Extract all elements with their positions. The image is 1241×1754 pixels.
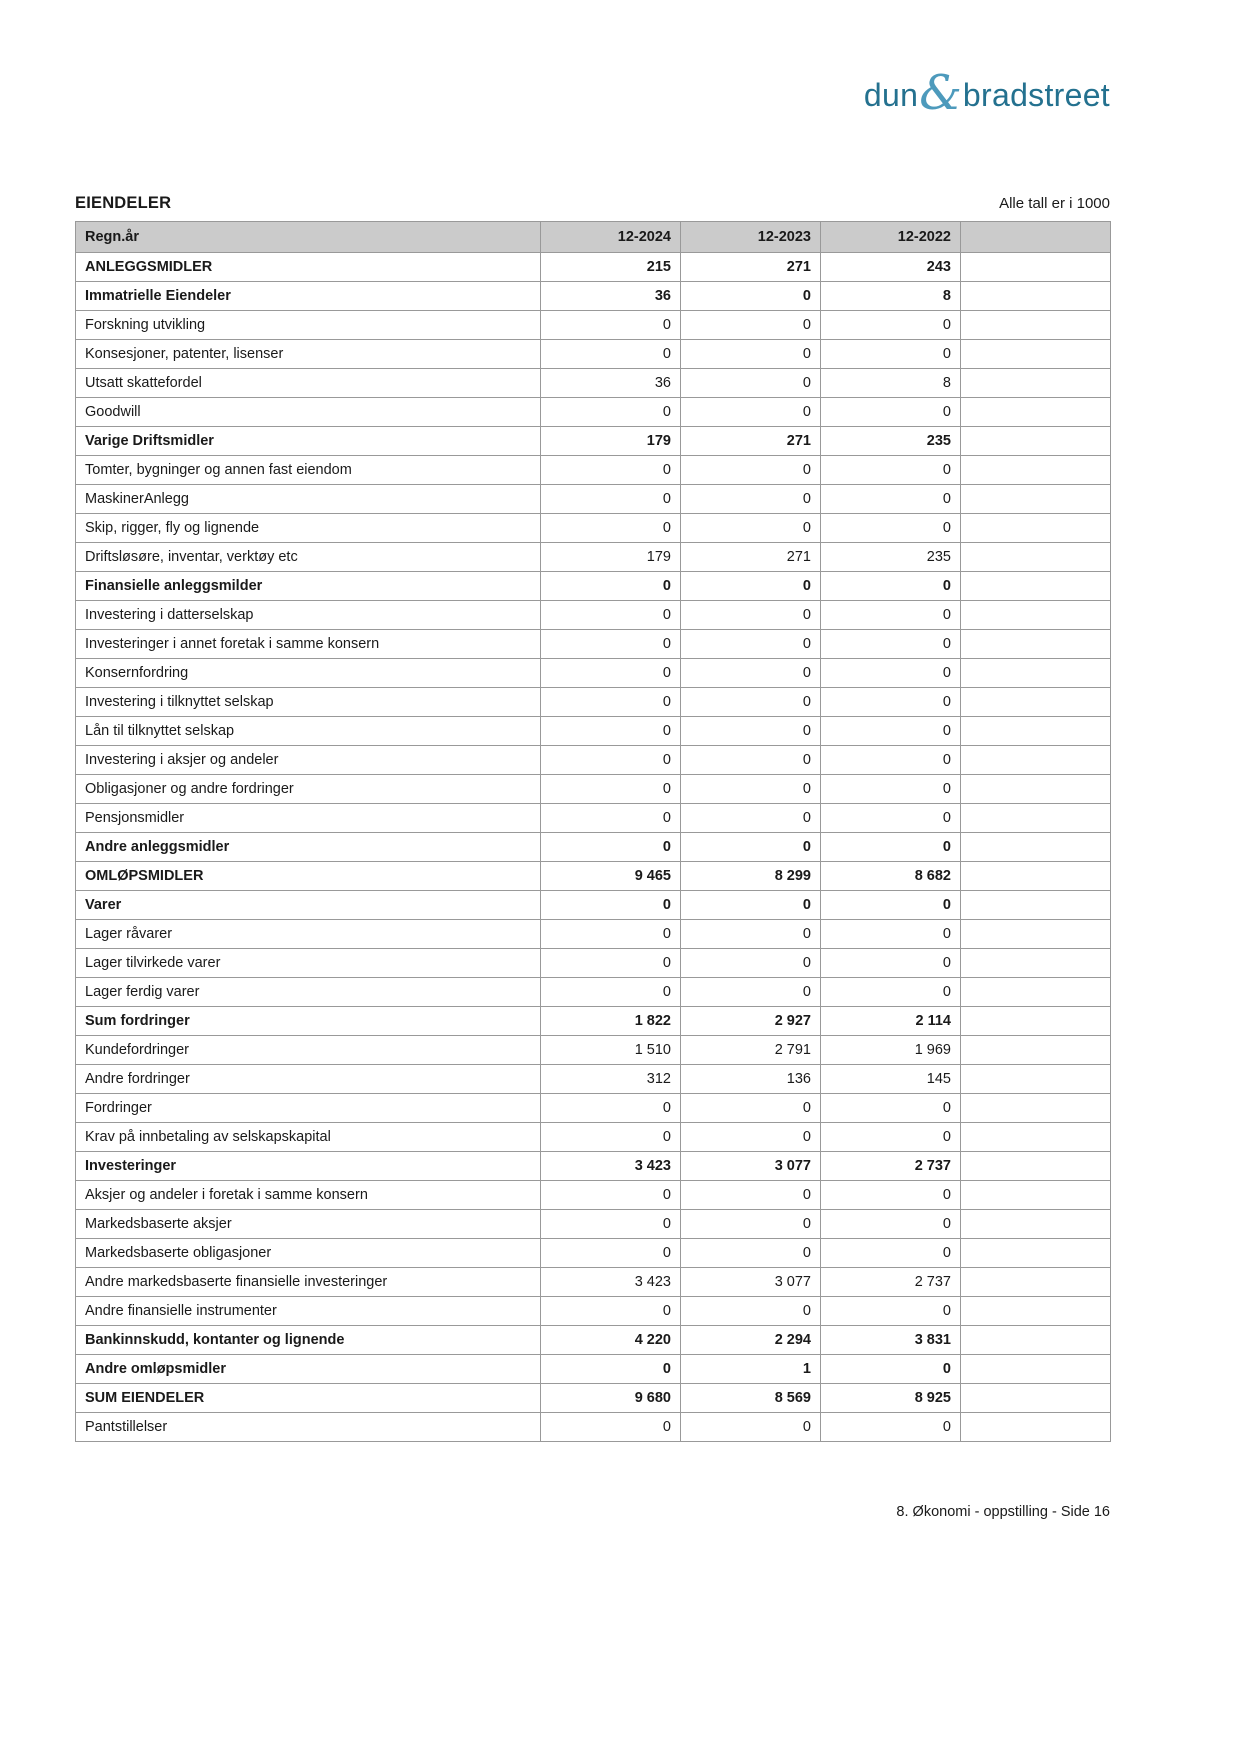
table-row <box>76 978 1111 1007</box>
row-spacer <box>961 1268 1111 1297</box>
row-value: 0 <box>681 456 821 485</box>
row-value: 179 <box>541 427 681 456</box>
row-value: 0 <box>541 1123 681 1152</box>
row-value: 136 <box>681 1065 821 1094</box>
row-label: Andre markedsbaserte finansielle investeringer <box>76 1268 541 1297</box>
row-spacer <box>961 1384 1111 1413</box>
section-title: EIENDELER <box>75 194 172 212</box>
table-row <box>76 1210 1111 1239</box>
row-label: Bankinnskudd, kontanter og lignende <box>76 1326 541 1355</box>
row-label: Lager råvarer <box>76 920 541 949</box>
row-value: 0 <box>681 398 821 427</box>
row-value: 0 <box>681 1210 821 1239</box>
row-label: Markedsbaserte aksjer <box>76 1210 541 1239</box>
row-value: 8 925 <box>821 1384 961 1413</box>
row-value: 0 <box>681 688 821 717</box>
table-row <box>76 572 1111 601</box>
row-value: 0 <box>821 978 961 1007</box>
row-label: Fordringer <box>76 1094 541 1123</box>
row-label: Investeringer i annet foretak i samme konsern <box>76 630 541 659</box>
column-header-12-2024: 12-2024 <box>541 222 681 253</box>
table-row <box>76 1181 1111 1210</box>
table-row <box>76 1355 1111 1384</box>
row-label: Obligasjoner og andre fordringer <box>76 775 541 804</box>
row-value: 0 <box>541 1239 681 1268</box>
row-label: Kundefordringer <box>76 1036 541 1065</box>
row-label: Konsernfordring <box>76 659 541 688</box>
row-value: 243 <box>821 253 961 282</box>
row-spacer <box>961 398 1111 427</box>
row-spacer <box>961 862 1111 891</box>
row-value: 0 <box>681 717 821 746</box>
row-value: 0 <box>541 630 681 659</box>
logo-text-dun: dun <box>863 77 919 113</box>
row-label: ANLEGGSMIDLER <box>76 253 541 282</box>
logo-text-bradstreet: bradstreet <box>962 77 1110 113</box>
row-label: Andre anleggsmidler <box>76 833 541 862</box>
row-value: 0 <box>681 601 821 630</box>
table-row <box>76 253 1111 282</box>
row-value: 0 <box>821 949 961 978</box>
row-value: 2 791 <box>681 1036 821 1065</box>
row-spacer <box>961 1181 1111 1210</box>
row-value: 0 <box>821 833 961 862</box>
row-value: 0 <box>821 717 961 746</box>
row-value: 312 <box>541 1065 681 1094</box>
row-value: 0 <box>821 1181 961 1210</box>
row-spacer <box>961 572 1111 601</box>
row-spacer <box>961 746 1111 775</box>
row-value: 0 <box>681 746 821 775</box>
row-value: 0 <box>821 1413 961 1442</box>
row-value: 0 <box>541 920 681 949</box>
row-value: 0 <box>821 630 961 659</box>
row-value: 0 <box>541 833 681 862</box>
table-row <box>76 949 1111 978</box>
table-row <box>76 543 1111 572</box>
row-value: 1 510 <box>541 1036 681 1065</box>
row-value: 0 <box>681 514 821 543</box>
row-value: 4 220 <box>541 1326 681 1355</box>
row-value: 2 114 <box>821 1007 961 1036</box>
row-value: 0 <box>821 1123 961 1152</box>
row-value: 0 <box>681 485 821 514</box>
row-value: 3 423 <box>541 1152 681 1181</box>
row-value: 0 <box>681 1123 821 1152</box>
row-value: 0 <box>541 514 681 543</box>
row-value: 0 <box>541 659 681 688</box>
row-value: 9 680 <box>541 1384 681 1413</box>
row-spacer <box>961 311 1111 340</box>
row-label: Tomter, bygninger og annen fast eiendom <box>76 456 541 485</box>
row-value: 0 <box>821 920 961 949</box>
table-caption <box>75 194 1110 213</box>
row-value: 0 <box>681 630 821 659</box>
table-row <box>76 1268 1111 1297</box>
row-spacer <box>961 282 1111 311</box>
row-label: Varige Driftsmidler <box>76 427 541 456</box>
row-value: 271 <box>681 543 821 572</box>
table-row <box>76 398 1111 427</box>
table-row <box>76 1152 1111 1181</box>
row-spacer <box>961 543 1111 572</box>
row-value: 0 <box>541 717 681 746</box>
row-value: 0 <box>821 1239 961 1268</box>
row-value: 3 831 <box>821 1326 961 1355</box>
table-row <box>76 427 1111 456</box>
row-spacer <box>961 920 1111 949</box>
row-label: Immatrielle Eiendeler <box>76 282 541 311</box>
table-row <box>76 862 1111 891</box>
row-value: 0 <box>541 1210 681 1239</box>
row-label: Lager tilvirkede varer <box>76 949 541 978</box>
row-spacer <box>961 1152 1111 1181</box>
logo-ampersand-icon: & <box>919 65 962 121</box>
row-value: 0 <box>541 485 681 514</box>
row-value: 1 <box>681 1355 821 1384</box>
row-value: 0 <box>821 456 961 485</box>
row-value: 8 299 <box>681 862 821 891</box>
row-value: 1 822 <box>541 1007 681 1036</box>
row-label: MaskinerAnlegg <box>76 485 541 514</box>
row-label: Investering i tilknyttet selskap <box>76 688 541 717</box>
row-spacer <box>961 456 1111 485</box>
row-spacer <box>961 659 1111 688</box>
row-value: 235 <box>821 543 961 572</box>
row-label: SUM EIENDELER <box>76 1384 541 1413</box>
row-label: Andre omløpsmidler <box>76 1355 541 1384</box>
table-row <box>76 601 1111 630</box>
table-row <box>76 485 1111 514</box>
row-label: Skip, rigger, fly og lignende <box>76 514 541 543</box>
row-spacer <box>961 804 1111 833</box>
row-value: 1 969 <box>821 1036 961 1065</box>
row-value: 0 <box>821 601 961 630</box>
row-value: 0 <box>681 659 821 688</box>
row-spacer <box>961 1210 1111 1239</box>
table-row <box>76 891 1111 920</box>
row-spacer <box>961 688 1111 717</box>
row-spacer <box>961 1094 1111 1123</box>
row-value: 0 <box>541 398 681 427</box>
table-body <box>76 253 1111 1442</box>
table-row <box>76 920 1111 949</box>
row-value: 0 <box>541 601 681 630</box>
row-spacer <box>961 1326 1111 1355</box>
table-row <box>76 833 1111 862</box>
page-footer-text: 8. Økonomi - oppstilling - Side 16 <box>896 1504 1110 1520</box>
row-spacer <box>961 949 1111 978</box>
row-value: 0 <box>821 746 961 775</box>
column-header-12-2023: 12-2023 <box>681 222 821 253</box>
row-value: 0 <box>821 659 961 688</box>
row-value: 0 <box>821 485 961 514</box>
row-value: 0 <box>681 572 821 601</box>
row-value: 0 <box>541 1355 681 1384</box>
row-spacer <box>961 1036 1111 1065</box>
row-spacer <box>961 1297 1111 1326</box>
row-label: Pantstillelser <box>76 1413 541 1442</box>
row-value: 0 <box>541 1181 681 1210</box>
row-value: 0 <box>681 1413 821 1442</box>
row-spacer <box>961 1239 1111 1268</box>
row-label: Pensjonsmidler <box>76 804 541 833</box>
row-spacer <box>961 1413 1111 1442</box>
row-spacer <box>961 427 1111 456</box>
row-value: 0 <box>821 1094 961 1123</box>
table-row <box>76 282 1111 311</box>
row-value: 0 <box>821 514 961 543</box>
row-label: Krav på innbetaling av selskapskapital <box>76 1123 541 1152</box>
row-value: 0 <box>541 1297 681 1326</box>
row-value: 2 294 <box>681 1326 821 1355</box>
row-value: 8 682 <box>821 862 961 891</box>
row-label: Markedsbaserte obligasjoner <box>76 1239 541 1268</box>
row-value: 145 <box>821 1065 961 1094</box>
row-value: 179 <box>541 543 681 572</box>
row-value: 0 <box>821 775 961 804</box>
row-spacer <box>961 514 1111 543</box>
row-value: 3 077 <box>681 1268 821 1297</box>
row-value: 8 569 <box>681 1384 821 1413</box>
row-value: 0 <box>541 311 681 340</box>
row-value: 8 <box>821 369 961 398</box>
table-row <box>76 746 1111 775</box>
table-row <box>76 804 1111 833</box>
table-row <box>76 340 1111 369</box>
table-row <box>76 775 1111 804</box>
row-value: 0 <box>681 282 821 311</box>
row-label: Utsatt skattefordel <box>76 369 541 398</box>
row-value: 235 <box>821 427 961 456</box>
row-value: 0 <box>681 1094 821 1123</box>
row-label: Andre fordringer <box>76 1065 541 1094</box>
table-row <box>76 659 1111 688</box>
row-label: Goodwill <box>76 398 541 427</box>
row-value: 0 <box>681 340 821 369</box>
row-spacer <box>961 369 1111 398</box>
row-label: Forskning utvikling <box>76 311 541 340</box>
row-spacer <box>961 485 1111 514</box>
row-value: 0 <box>681 920 821 949</box>
row-value: 3 423 <box>541 1268 681 1297</box>
row-value: 0 <box>541 688 681 717</box>
row-label: Investering i aksjer og andeler <box>76 746 541 775</box>
row-value: 0 <box>681 1297 821 1326</box>
table-header-row <box>76 222 1111 253</box>
row-spacer <box>961 978 1111 1007</box>
column-header-regnar: Regn.år <box>76 222 541 253</box>
row-spacer <box>961 340 1111 369</box>
table-row <box>76 311 1111 340</box>
table-row <box>76 456 1111 485</box>
table-row <box>76 1065 1111 1094</box>
row-value: 0 <box>821 1355 961 1384</box>
table-row <box>76 1094 1111 1123</box>
row-value: 9 465 <box>541 862 681 891</box>
row-value: 0 <box>821 688 961 717</box>
row-value: 0 <box>681 369 821 398</box>
row-value: 0 <box>681 949 821 978</box>
assets-table <box>75 221 1111 1442</box>
row-value: 0 <box>541 456 681 485</box>
table-row <box>76 630 1111 659</box>
table-row <box>76 1326 1111 1355</box>
row-label: Lager ferdig varer <box>76 978 541 1007</box>
column-header-12-2022: 12-2022 <box>821 222 961 253</box>
row-value: 0 <box>821 1297 961 1326</box>
row-value: 3 077 <box>681 1152 821 1181</box>
table-row <box>76 1239 1111 1268</box>
row-value: 271 <box>681 253 821 282</box>
balance-sheet-section <box>75 194 1110 1442</box>
row-value: 0 <box>821 340 961 369</box>
row-spacer <box>961 253 1111 282</box>
row-label: Lån til tilknyttet selskap <box>76 717 541 746</box>
row-spacer <box>961 775 1111 804</box>
row-value: 0 <box>681 833 821 862</box>
row-label: Investering i datterselskap <box>76 601 541 630</box>
units-note: Alle tall er i 1000 <box>999 195 1110 212</box>
row-spacer <box>961 1123 1111 1152</box>
row-value: 0 <box>681 804 821 833</box>
row-spacer <box>961 1065 1111 1094</box>
row-value: 36 <box>541 282 681 311</box>
table-row <box>76 717 1111 746</box>
table-row <box>76 514 1111 543</box>
row-label: Varer <box>76 891 541 920</box>
row-label: Konsesjoner, patenter, lisenser <box>76 340 541 369</box>
row-value: 2 737 <box>821 1152 961 1181</box>
row-value: 0 <box>681 311 821 340</box>
row-spacer <box>961 601 1111 630</box>
column-header-empty <box>961 222 1111 253</box>
row-value: 0 <box>821 398 961 427</box>
row-spacer <box>961 717 1111 746</box>
table-row <box>76 688 1111 717</box>
row-value: 2 737 <box>821 1268 961 1297</box>
row-value: 0 <box>821 572 961 601</box>
row-value: 0 <box>541 978 681 1007</box>
row-spacer <box>961 1007 1111 1036</box>
row-value: 0 <box>821 891 961 920</box>
table-row <box>76 1384 1111 1413</box>
row-value: 0 <box>541 340 681 369</box>
table-row <box>76 1297 1111 1326</box>
table-row <box>76 369 1111 398</box>
row-value: 0 <box>541 1094 681 1123</box>
row-value: 8 <box>821 282 961 311</box>
row-value: 0 <box>681 775 821 804</box>
row-value: 271 <box>681 427 821 456</box>
row-value: 0 <box>681 978 821 1007</box>
row-value: 0 <box>541 949 681 978</box>
table-row <box>76 1036 1111 1065</box>
row-value: 36 <box>541 369 681 398</box>
row-spacer <box>961 1355 1111 1384</box>
row-value: 0 <box>681 891 821 920</box>
row-label: Sum fordringer <box>76 1007 541 1036</box>
row-value: 0 <box>541 746 681 775</box>
row-value: 0 <box>821 804 961 833</box>
row-value: 0 <box>821 311 961 340</box>
row-label: OMLØPSMIDLER <box>76 862 541 891</box>
table-row <box>76 1413 1111 1442</box>
row-spacer <box>961 630 1111 659</box>
row-value: 0 <box>821 1210 961 1239</box>
row-label: Finansielle anleggsmilder <box>76 572 541 601</box>
row-value: 0 <box>681 1181 821 1210</box>
row-value: 2 927 <box>681 1007 821 1036</box>
row-value: 0 <box>541 804 681 833</box>
row-label: Andre finansielle instrumenter <box>76 1297 541 1326</box>
row-label: Driftsløsøre, inventar, verktøy etc <box>76 543 541 572</box>
table-row <box>76 1123 1111 1152</box>
row-label: Aksjer og andeler i foretak i samme konsern <box>76 1181 541 1210</box>
row-value: 0 <box>541 775 681 804</box>
row-value: 0 <box>681 1239 821 1268</box>
row-label: Investeringer <box>76 1152 541 1181</box>
row-value: 215 <box>541 253 681 282</box>
row-value: 0 <box>541 1413 681 1442</box>
row-value: 0 <box>541 572 681 601</box>
row-spacer <box>961 833 1111 862</box>
row-spacer <box>961 891 1111 920</box>
table-row <box>76 1007 1111 1036</box>
dun-bradstreet-logo <box>863 65 1110 121</box>
row-value: 0 <box>541 891 681 920</box>
